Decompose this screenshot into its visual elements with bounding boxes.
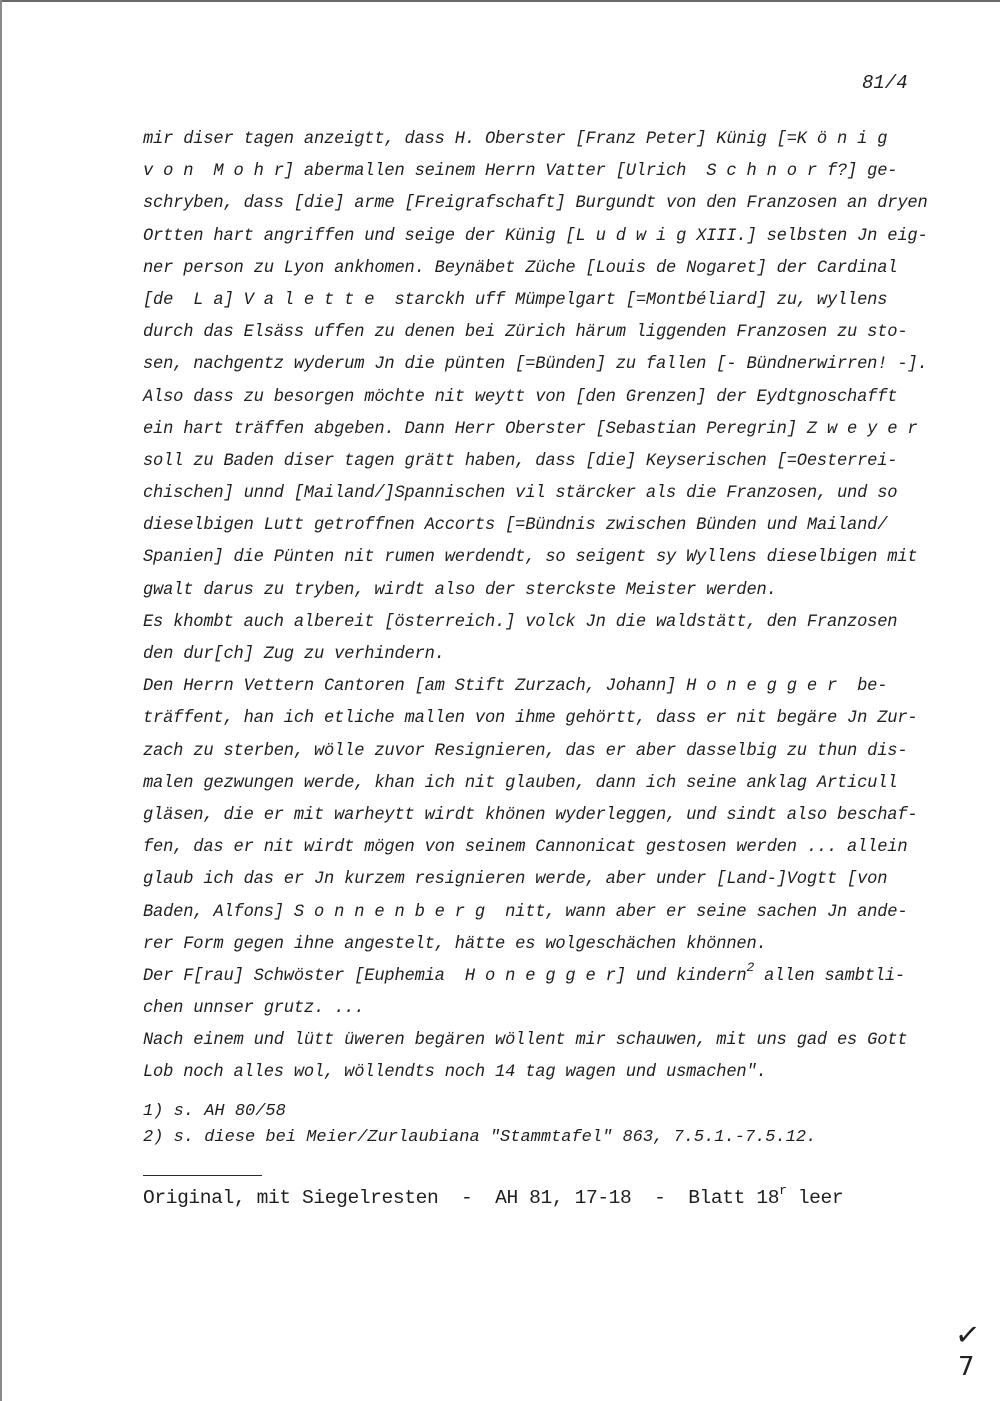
body-line: zach zu sterben, wölle zuvor Resignieren, das er aber dasselbig zu thun dis- [143, 741, 908, 761]
body-line-with-footnote [143, 961, 933, 993]
body-line: durch das Elsäss uffen zu denen bei Zürich härum liggenden Franzosen zu sto- [143, 323, 908, 343]
body-line: malen gezwungen werde, khan ich nit glauben, dann ich seine anklag Articull [143, 773, 898, 793]
body-line: chen unnser grutz. ... [143, 999, 365, 1019]
handwritten-page-number: 7 [958, 1352, 975, 1382]
body-line: gwalt darus zu tryben, wirdt also der sterckste Meister werden. [143, 580, 777, 600]
recto-superscript: r [779, 1183, 787, 1198]
body-line: Ortten hart angriffen und seige der Künig [L u d w i g XIII.] selbsten Jn eig- [143, 226, 928, 246]
body-line: v o n M o h r] abermallen seinem Herrn Vatter [Ulrich S c h n o r f?] ge- [143, 162, 898, 182]
body-line-text: Der F[rau] Schwöster [Euphemia H o n e g g e r] und kindern [143, 966, 747, 986]
body-line: chischen] unnd [Mailand/]Spannischen vil stärcker als die Franzosen, und so [143, 484, 898, 504]
body-line: glaub ich das er Jn kurzem resignieren werde, aber under [Land-]Vogtt [von [143, 870, 888, 890]
body-line: [de L a] V a l e t t e starckh uff Mümpelgart [=Montbéliard] zu, wyllens [143, 290, 888, 310]
footnote: 1) s. AH 80/58 [143, 1102, 286, 1121]
body-line: Nach einem und lütt üweren begären wöllent mir schauwen, mit uns gad es Gott [143, 1031, 908, 1051]
handwritten-check-mark: ✓ [953, 1316, 982, 1355]
body-line: rer Form gegen ihne angestelt, hätte es wolgeschächen khönnen. [143, 934, 767, 954]
body-line-text: allen sambtli- [754, 966, 905, 986]
source-text-end: leer [786, 1187, 844, 1209]
body-line: sen, nachgentz wyderum Jn die pünten [=Bünden] zu fallen [- Bündnerwirren! -]. [143, 355, 928, 375]
body-line: soll zu Baden diser tagen grätt haben, dass [die] Keyserischen [=Oesterrei- [143, 451, 898, 471]
body-line: Es khombt auch albereit [österreich.] volck Jn die waldstätt, den Franzosen [143, 612, 898, 632]
body-line: Den Herrn Vettern Cantoren [am Stift Zurzach, Johann] H o n e g g e r be- [143, 677, 888, 697]
body-line: fen, das er nit wirdt mögen von seinem Cannonicat gestosen werden ... allein [143, 838, 908, 858]
body-line: den dur[ch] Zug zu verhindern. [143, 645, 445, 664]
body-line: ner person zu Lyon ankhomen. Beynäbet Züche [Louis de Nogaret] der Cardinal [143, 258, 898, 278]
letter-body [143, 124, 933, 1090]
body-line: mir diser tagen anzeigtt, dass H. Oberster [Franz Peter] Künig [=K ö n i g [143, 130, 888, 149]
body-line: Lob noch alles wol, wöllendts noch 14 tag wagen und usmachen". [143, 1063, 767, 1083]
footnotes [143, 1099, 933, 1151]
body-line: Spanien] die Pünten nit rumen werdendt, so seigent sy Wyllens dieselbigen mit [143, 548, 918, 568]
page-number: 81/4 [862, 72, 908, 94]
source-text: Original, mit Siegelresten - AH 81, 17-18 - Blatt 18 [143, 1187, 780, 1209]
body-line: dieselbigen Lutt getroffnen Accorts [=Bündnis zwischen Bünden und Mailand/ [143, 516, 888, 536]
footnote-reference: 2 [746, 959, 755, 975]
scan-edge-top [0, 0, 1000, 2]
footnote: 2) s. diese bei Meier/Zurlaubiana "Stammtafel" 863, 7.5.1.-7.5.12. [143, 1128, 817, 1147]
body-line: träffent, han ich etliche mallen von ihme gehörtt, dass er nit begäre Jn Zur- [143, 709, 918, 729]
body-line: ein hart träffen abgeben. Dann Herr Oberster [Sebastian Peregrin] Z w e y e r [143, 419, 918, 439]
body-line: schryben, dass [die] arme [Freigrafschaft] Burgundt von den Franzosen an dryen [143, 194, 928, 214]
body-line: Baden, Alfons] S o n n e n b e r g nitt, wann aber er seine sachen Jn ande- [143, 902, 908, 922]
source-note [143, 1183, 843, 1215]
body-line: gläsen, die er mit warheytt wirdt khönen wyderleggen, und sindt also beschaf- [143, 805, 918, 825]
body-line: Also dass zu besorgen möchte nit weytt von [den Grenzen] der Eydtgnoschafft [143, 387, 898, 407]
scan-edge-left [0, 0, 2, 1401]
separator-rule [143, 1175, 262, 1176]
